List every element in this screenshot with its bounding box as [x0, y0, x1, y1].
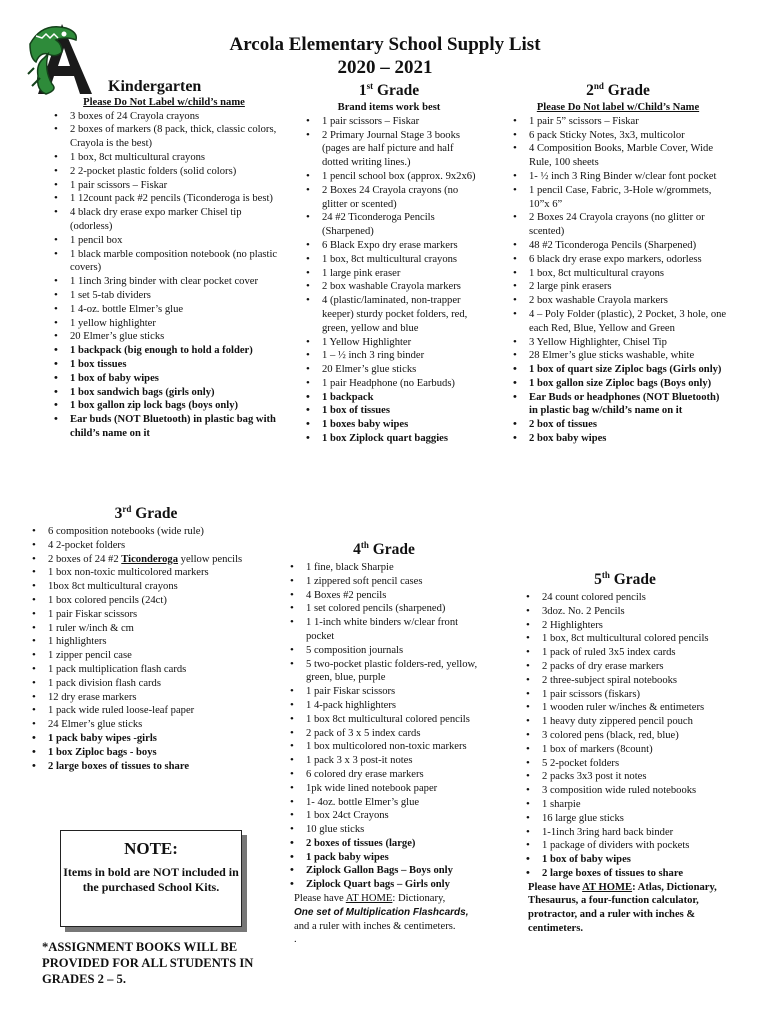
fourth-item: • 4 Boxes #2 pencils — [284, 589, 484, 603]
grade-word: Grade — [368, 541, 415, 559]
third-item: • 1 zipper pencil case — [26, 649, 266, 663]
fifth-item: • 16 large glue sticks — [520, 812, 730, 826]
fourth-item: • 1pk wide lined notebook paper — [284, 782, 484, 796]
fifth-item: • 1 wooden ruler w/inches & entimeters — [520, 701, 730, 715]
third-item: • 1 highlighters — [26, 635, 266, 649]
first-grade-heading — [300, 80, 478, 98]
kindergarten-list — [48, 110, 280, 441]
second-item: • 1 box gallon size Ziploc bags (Boys only) — [507, 377, 729, 391]
home-rest: : Dictionary, — [392, 893, 446, 905]
third-grade-section — [26, 503, 266, 773]
fourth-item: • 1 4-pack highlighters — [284, 699, 484, 713]
fifth-item: • 2 packs 3x3 post it notes — [520, 770, 730, 784]
fifth-item: • 3doz. No. 2 Pencils — [520, 605, 730, 619]
kindergarten-item: • Ear buds (NOT Bluetooth) in plastic bag with child’s name on it — [48, 413, 280, 441]
fourth-item: • Ziplock Quart bags – Girls only — [284, 878, 484, 892]
fifth-item: • 3 colored pens (black, red, blue) — [520, 729, 730, 743]
fourth-grade-home-note — [284, 892, 484, 947]
second-item: • 2 box washable Crayola markers — [507, 294, 729, 308]
fourth-item: • 2 pack of 3 x 5 index cards — [284, 727, 484, 741]
third-item: • 1box 8ct multicultural crayons — [26, 580, 266, 594]
first-grade-subheading: Brand items work best — [337, 101, 441, 113]
kindergarten-section — [48, 80, 280, 441]
first-item: • 1 pair Headphone (no Earbuds) — [300, 377, 478, 391]
note-body: Items in bold are NOT included in the purchased School Kits. — [63, 865, 239, 894]
fifth-item: • 2 packs of dry erase markers — [520, 660, 730, 674]
first-item: • 20 Elmer’s glue sticks — [300, 363, 478, 377]
fourth-item: • 1 box multicolored non-toxic markers — [284, 740, 484, 754]
grade-word: Grade — [603, 82, 650, 100]
fourth-item: • 1 pack 3 x 3 post-it notes — [284, 754, 484, 768]
third-item: • 1 pack division flash cards — [26, 677, 266, 691]
fourth-item: • 1 zippered soft pencil cases — [284, 575, 484, 589]
home-prefix: Please have — [528, 881, 583, 893]
second-item: • 3 Yellow Highlighter, Chisel Tip — [507, 336, 729, 350]
fourth-item: • 1 pack baby wipes — [284, 851, 484, 865]
fifth-item: • 1 package of dividers with pockets — [520, 839, 730, 853]
first-item: • 1 – ½ inch 3 ring binder — [300, 349, 478, 363]
fifth-item: • 2 large boxes of tissues to share — [520, 867, 730, 881]
fourth-item: • 2 boxes of tissues (large) — [284, 837, 484, 851]
third-item: • 2 large boxes of tissues to share — [26, 760, 266, 774]
fourth-item: • 1- 4oz. bottle Elmer’s glue — [284, 796, 484, 810]
second-grade-section — [507, 80, 729, 446]
third-grade-list — [26, 525, 266, 773]
third-item: • 1 box non-toxic multicolored markers — [26, 566, 266, 580]
fifth-item: • 1 box of baby wipes — [520, 853, 730, 867]
second-item: • 6 pack Sticky Notes, 3x3, multicolor — [507, 129, 729, 143]
second-item: • 1 box, 8ct multicultural crayons — [507, 267, 729, 281]
fifth-item: • 2 three-subject spiral notebooks — [520, 674, 730, 688]
fourth-item: • 5 composition journals — [284, 644, 484, 658]
fifth-grade-home-note — [520, 881, 730, 936]
kindergarten-item: • 2 boxes of markers (8 pack, thick, classic colors, Crayola is the best) — [48, 123, 280, 151]
grade-number: 5 — [594, 571, 602, 589]
second-item: • 2 large pink erasers — [507, 280, 729, 294]
third-item: • 4 2-pocket folders — [26, 539, 266, 553]
fourth-item: • 1 box 24ct Crayons — [284, 809, 484, 823]
kindergarten-item: • 1 set 5-tab dividers — [48, 289, 280, 303]
kindergarten-item: • 1 backpack (big enough to hold a folder) — [48, 344, 280, 358]
third-grade-heading — [26, 503, 266, 521]
kindergarten-item: • 20 Elmer’s glue sticks — [48, 330, 280, 344]
first-item: • 24 #2 Ticonderoga Pencils (Sharpened) — [300, 211, 478, 239]
first-grade-section — [300, 80, 478, 446]
fourth-item: • 1 set colored pencils (sharpened) — [284, 602, 484, 616]
fourth-item: • Ziplock Gallon Bags – Boys only — [284, 864, 484, 878]
home-label: AT HOME — [582, 881, 633, 893]
first-item: • 1 backpack — [300, 391, 478, 405]
kindergarten-item: • 1 pencil box — [48, 234, 280, 248]
kindergarten-item: • 1 box, 8ct multicultural crayons — [48, 151, 280, 165]
grade-number: 3 — [114, 505, 123, 523]
assignment-books-notice: *ASSIGNMENT BOOKS WILL BE PROVIDED FOR ALL STUDENTS IN GRADES 2 – 5. — [42, 940, 254, 986]
home-label: AT HOME — [345, 893, 393, 905]
fifth-item: • 2 Highlighters — [520, 619, 730, 633]
first-item: • 1 Yellow Highlighter — [300, 336, 478, 350]
note-title: NOTE: — [124, 839, 178, 858]
fourth-item: • 6 colored dry erase markers — [284, 768, 484, 782]
first-item: • 2 Boxes 24 Crayola crayons (no glitter or scented) — [300, 184, 478, 212]
kindergarten-item: • 3 boxes of 24 Crayola crayons — [48, 110, 280, 124]
second-item: • 2 box baby wipes — [507, 432, 729, 446]
fourth-grade-list — [284, 561, 484, 892]
kindergarten-item: • 4 black dry erase expo marker Chisel tip (odorless) — [48, 206, 280, 234]
fifth-item: • 3 composition wide ruled notebooks — [520, 784, 730, 798]
third-item: • 24 Elmer’s glue sticks — [26, 718, 266, 732]
second-grade-heading — [507, 80, 729, 98]
fifth-item: • 1 box of markers (8count) — [520, 743, 730, 757]
first-item: • 1 box Ziplock quart baggies — [300, 432, 478, 446]
kindergarten-item: • 1 12count pack #2 pencils (Ticonderoga is best) — [48, 192, 280, 206]
home-end: and a ruler with inches & centimeters. — [294, 920, 456, 932]
kindergarten-item: • 1 box gallon zip lock bags (boys only) — [48, 399, 280, 413]
second-item: • 2 box of tissues — [507, 418, 729, 432]
fifth-item: • 1 pair scissors (fiskars) — [520, 688, 730, 702]
home-italic: One set of Multiplication Flashcards, — [294, 906, 469, 918]
grade-suffix: th — [601, 570, 610, 580]
fourth-grade-heading — [284, 539, 484, 557]
fifth-item: • 1 sharpie — [520, 798, 730, 812]
first-item: • 4 (plastic/laminated, non-trapper keeper) sturdy pocket folders, red, green, yellow and blue — [300, 294, 478, 335]
home-rest: : Atlas, Dictionary, Thesaurus, a four-function calculator, protractor, and a ruler with inches & centimeters. — [528, 881, 717, 935]
third-item: • 1 pack wide ruled loose-leaf paper — [26, 704, 266, 718]
first-item: • 1 pair scissors – Fiskar — [300, 115, 478, 129]
kindergarten-subheading: Please Do Not Label w/child’s name — [83, 96, 245, 108]
grade-suffix: th — [360, 540, 369, 550]
first-item: • 6 Black Expo dry erase markers — [300, 239, 478, 253]
kindergarten-item: • 1 pair scissors – Fiskar — [48, 179, 280, 193]
grade-number: 1 — [358, 82, 367, 100]
fifth-grade-heading — [520, 569, 730, 587]
trailing-dot: . — [294, 934, 297, 946]
grade-word: Grade — [609, 571, 656, 589]
first-item: • 1 box of tissues — [300, 404, 478, 418]
second-item: • 1 pencil Case, Fabric, 3-Hole w/grommets, 10”x 6” — [507, 184, 729, 212]
second-item: • 1 box of quart size Ziploc bags (Girls only) — [507, 363, 729, 377]
fifth-item: • 24 count colored pencils — [520, 591, 730, 605]
first-item: • 1 large pink eraser — [300, 267, 478, 281]
second-item: • Ear Buds or headphones (NOT Bluetooth) in plastic bag w/child’s name on it — [507, 391, 729, 419]
second-grade-list — [507, 115, 729, 446]
fifth-item: • 1-1inch 3ring hard back binder — [520, 826, 730, 840]
first-grade-list — [300, 115, 478, 446]
first-item: • 1 box, 8ct multicultural crayons — [300, 253, 478, 267]
kindergarten-item: • 1 1inch 3ring binder with clear pocket cover — [48, 275, 280, 289]
kindergarten-item: • 1 4-oz. bottle Elmer’s glue — [48, 303, 280, 317]
second-item: • 1 pair 5” scissors – Fiskar — [507, 115, 729, 129]
grade-word: Grade — [373, 82, 420, 100]
grade-suffix: rd — [122, 504, 132, 514]
third-item: • 1 pack multiplication flash cards — [26, 663, 266, 677]
fifth-grade-section — [520, 569, 730, 936]
page-title: Arcola Elementary School Supply List — [229, 34, 541, 55]
second-grade-subheading: Please Do Not label w/Child’s Name — [536, 101, 700, 113]
third-item: • 1 pack baby wipes -girls — [26, 732, 266, 746]
third-item: • 1 box Ziploc bags - boys — [26, 746, 266, 760]
fourth-item: • 1 pair Fiskar scissors — [284, 685, 484, 699]
kindergarten-item: • 2 2-pocket plastic folders (solid colors) — [48, 165, 280, 179]
third-item: • 6 composition notebooks (wide rule) — [26, 525, 266, 539]
third-item: • 1 pair Fiskar scissors — [26, 608, 266, 622]
second-item: • 1- ½ inch 3 Ring Binder w/clear font pocket — [507, 170, 729, 184]
kindergarten-item: • 1 black marble composition notebook (no plastic covers) — [48, 248, 280, 276]
second-item: • 4 – Poly Folder (plastic), 2 Pocket, 3 hole, one each Red, Blue, Yellow and Green — [507, 308, 729, 336]
kindergarten-item: • 1 yellow highlighter — [48, 317, 280, 331]
second-item: • 4 Composition Books, Marble Cover, Wide Rule, 100 sheets — [507, 142, 729, 170]
second-item: • 6 black dry erase expo markers, odorless — [507, 253, 729, 267]
fifth-item: • 5 2-pocket folders — [520, 757, 730, 771]
grade-number: 4 — [353, 541, 361, 559]
fourth-item: • 1 1-inch white binders w/clear front pocket — [284, 616, 484, 644]
fifth-item: • 1 heavy duty zippered pencil pouch — [520, 715, 730, 729]
fourth-item: • 1 box 8ct multicultural colored pencils — [284, 713, 484, 727]
second-item: • 48 #2 Ticonderoga Pencils (Sharpened) — [507, 239, 729, 253]
kindergarten-item: • 1 box sandwich bags (girls only) — [48, 386, 280, 400]
school-year: 2020 – 2021 — [337, 57, 433, 78]
kindergarten-heading: Kindergarten — [108, 78, 202, 95]
note-box — [60, 830, 242, 927]
grade-suffix: nd — [593, 81, 604, 91]
fifth-grade-list — [520, 591, 730, 881]
third-item: • 1 ruler w/inch & cm — [26, 622, 266, 636]
fifth-item: • 1 box, 8ct multicultural colored pencils — [520, 632, 730, 646]
fourth-item: • 1 fine, black Sharpie — [284, 561, 484, 575]
fourth-grade-section — [284, 539, 484, 947]
first-item: • 2 box washable Crayola markers — [300, 280, 478, 294]
second-item: • 2 Boxes 24 Crayola crayons (no glitter or scented) — [507, 211, 729, 239]
first-item: • 2 Primary Journal Stage 3 books (pages are half picture and half dotted writing lines.) — [300, 129, 478, 170]
first-item: • 1 pencil school box (approx. 9x2x6) — [300, 170, 478, 184]
grade-word: Grade — [131, 505, 178, 523]
kindergarten-item: • 1 box tissues — [48, 358, 280, 372]
third-item: • 12 dry erase markers — [26, 691, 266, 705]
grade-number: 2 — [586, 82, 594, 100]
fifth-item: • 1 pack of ruled 3x5 index cards — [520, 646, 730, 660]
third-item: • 1 box colored pencils (24ct) — [26, 594, 266, 608]
first-item: • 1 boxes baby wipes — [300, 418, 478, 432]
third-item: • 2 boxes of 24 #2 Ticonderoga yellow pencils — [26, 553, 266, 567]
fourth-item: • 5 two-pocket plastic folders-red, yellow, green, blue, purple — [284, 658, 484, 686]
grade-suffix: st — [366, 81, 374, 91]
home-prefix: Please have — [294, 893, 346, 905]
fourth-item: • 10 glue sticks — [284, 823, 484, 837]
second-item: • 28 Elmer’s glue sticks washable, white — [507, 349, 729, 363]
kindergarten-item: • 1 box of baby wipes — [48, 372, 280, 386]
